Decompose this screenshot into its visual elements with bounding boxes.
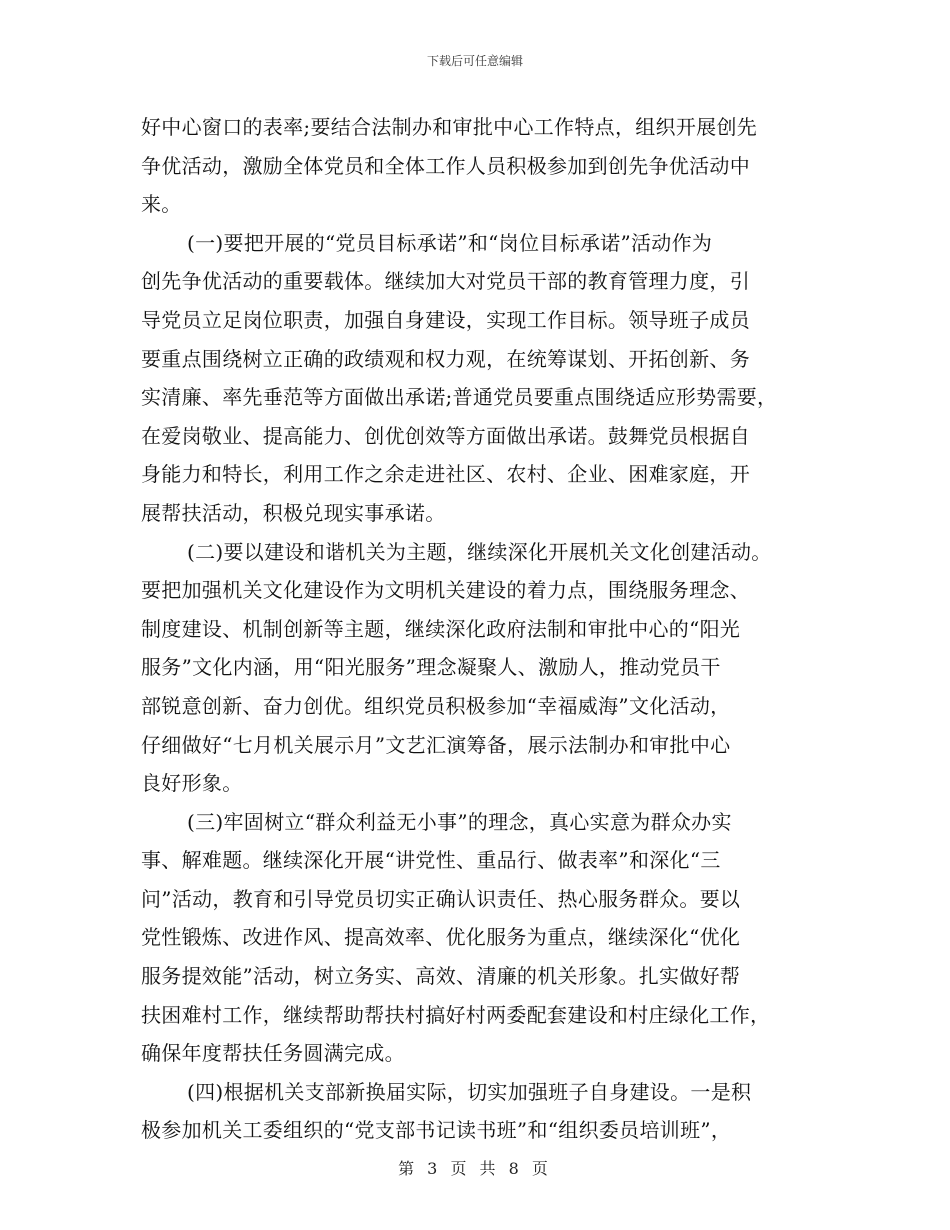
text-line: 展帮扶活动，积极兑现实事承诺。 — [141, 500, 446, 525]
text-line: 良好形象。 — [141, 771, 243, 796]
text-line: 扶困难村工作，继续帮助帮扶村搞好村两委配套建设和村庄绿化工作， — [141, 1002, 771, 1027]
text-line: 仔细做好“七月机关展示月”文艺汇演筹备，展示法制办和审批中心 — [141, 732, 731, 757]
text-line: 问”活动，教育和引导党员切实正确认识责任、热心服务群众。要以 — [141, 886, 741, 911]
document-body — [141, 108, 821, 1150]
text-line: 好中心窗口的表率;要结合法制办和审批中心工作特点，组织开展创先 — [141, 115, 758, 139]
text-line: 服务”文化内涵，用“阳光服务”理念凝聚人、激励人，推动党员干 — [141, 655, 721, 680]
paragraph-first-line: (三)牢固树立“群众利益无小事”的理念，真心实意为群众办实 — [187, 809, 732, 834]
text-line: 要把加强机关文化建设作为文明机关建设的着力点，围绕服务理念、 — [141, 578, 750, 603]
text-line: 在爱岗敬业、提高能力、创优创效等方面做出承诺。鼓舞党员根据自 — [141, 423, 750, 448]
page-header-note: 下载后可任意编辑 — [426, 54, 523, 68]
text-line: 制度建设、机制创新等主题，继续深化政府法制和审批中心的“阳光 — [141, 616, 741, 641]
text-line: 实清廉、率先垂范等方面做出承诺;普通党员要重点围绕适应形势需要， — [141, 385, 778, 410]
paragraph-first-line: (四)根据机关支部新换届实际，切实加强班子自身建设。一是积 — [187, 1079, 752, 1104]
text-line: 导党员立足岗位职责，加强自身建设，实现工作目标。领导班子成员 — [141, 307, 750, 332]
text-line: 创先争优活动的重要载体。继续加大对党员干部的教育管理力度，引 — [141, 269, 750, 294]
text-line: 争优活动，激励全体党员和全体工作人员积极参加到创先争优活动中 — [141, 153, 750, 178]
page-number: 第 3 页 共 8 页 — [398, 1159, 552, 1178]
text-line: 身能力和特长，利用工作之余走进社区、农村、企业、困难家庭，开 — [141, 462, 750, 487]
text-line: 事、解难题。继续深化开展“讲党性、重品行、做表率”和深化“三 — [141, 848, 721, 873]
text-line: 来。 — [141, 192, 182, 217]
text-line: 极参加机关工委组织的“党支部书记读书班”和“组织委员培训班”， — [141, 1118, 732, 1143]
text-line: 部锐意创新、奋力创优。组织党员积极参加“幸福威海”文化活动， — [141, 693, 731, 718]
paragraph-first-line: (二)要以建设和谐机关为主题，继续深化开展机关文化创建活动。 — [187, 539, 772, 564]
text-line: 要重点围绕树立正确的政绩观和权力观，在统筹谋划、开拓创新、务 — [141, 346, 750, 371]
paragraph-first-line: (一)要把开展的“党员目标承诺”和“岗位目标承诺”活动作为 — [187, 230, 713, 255]
text-line: 确保年度帮扶任务圆满完成。 — [141, 1041, 405, 1066]
text-line: 服务提效能”活动，树立务实、高效、清廉的机关形象。扎实做好帮 — [141, 964, 741, 989]
text-line: 党性锻炼、改进作风、提高效率、优化服务为重点，继续深化“优化 — [141, 925, 741, 950]
